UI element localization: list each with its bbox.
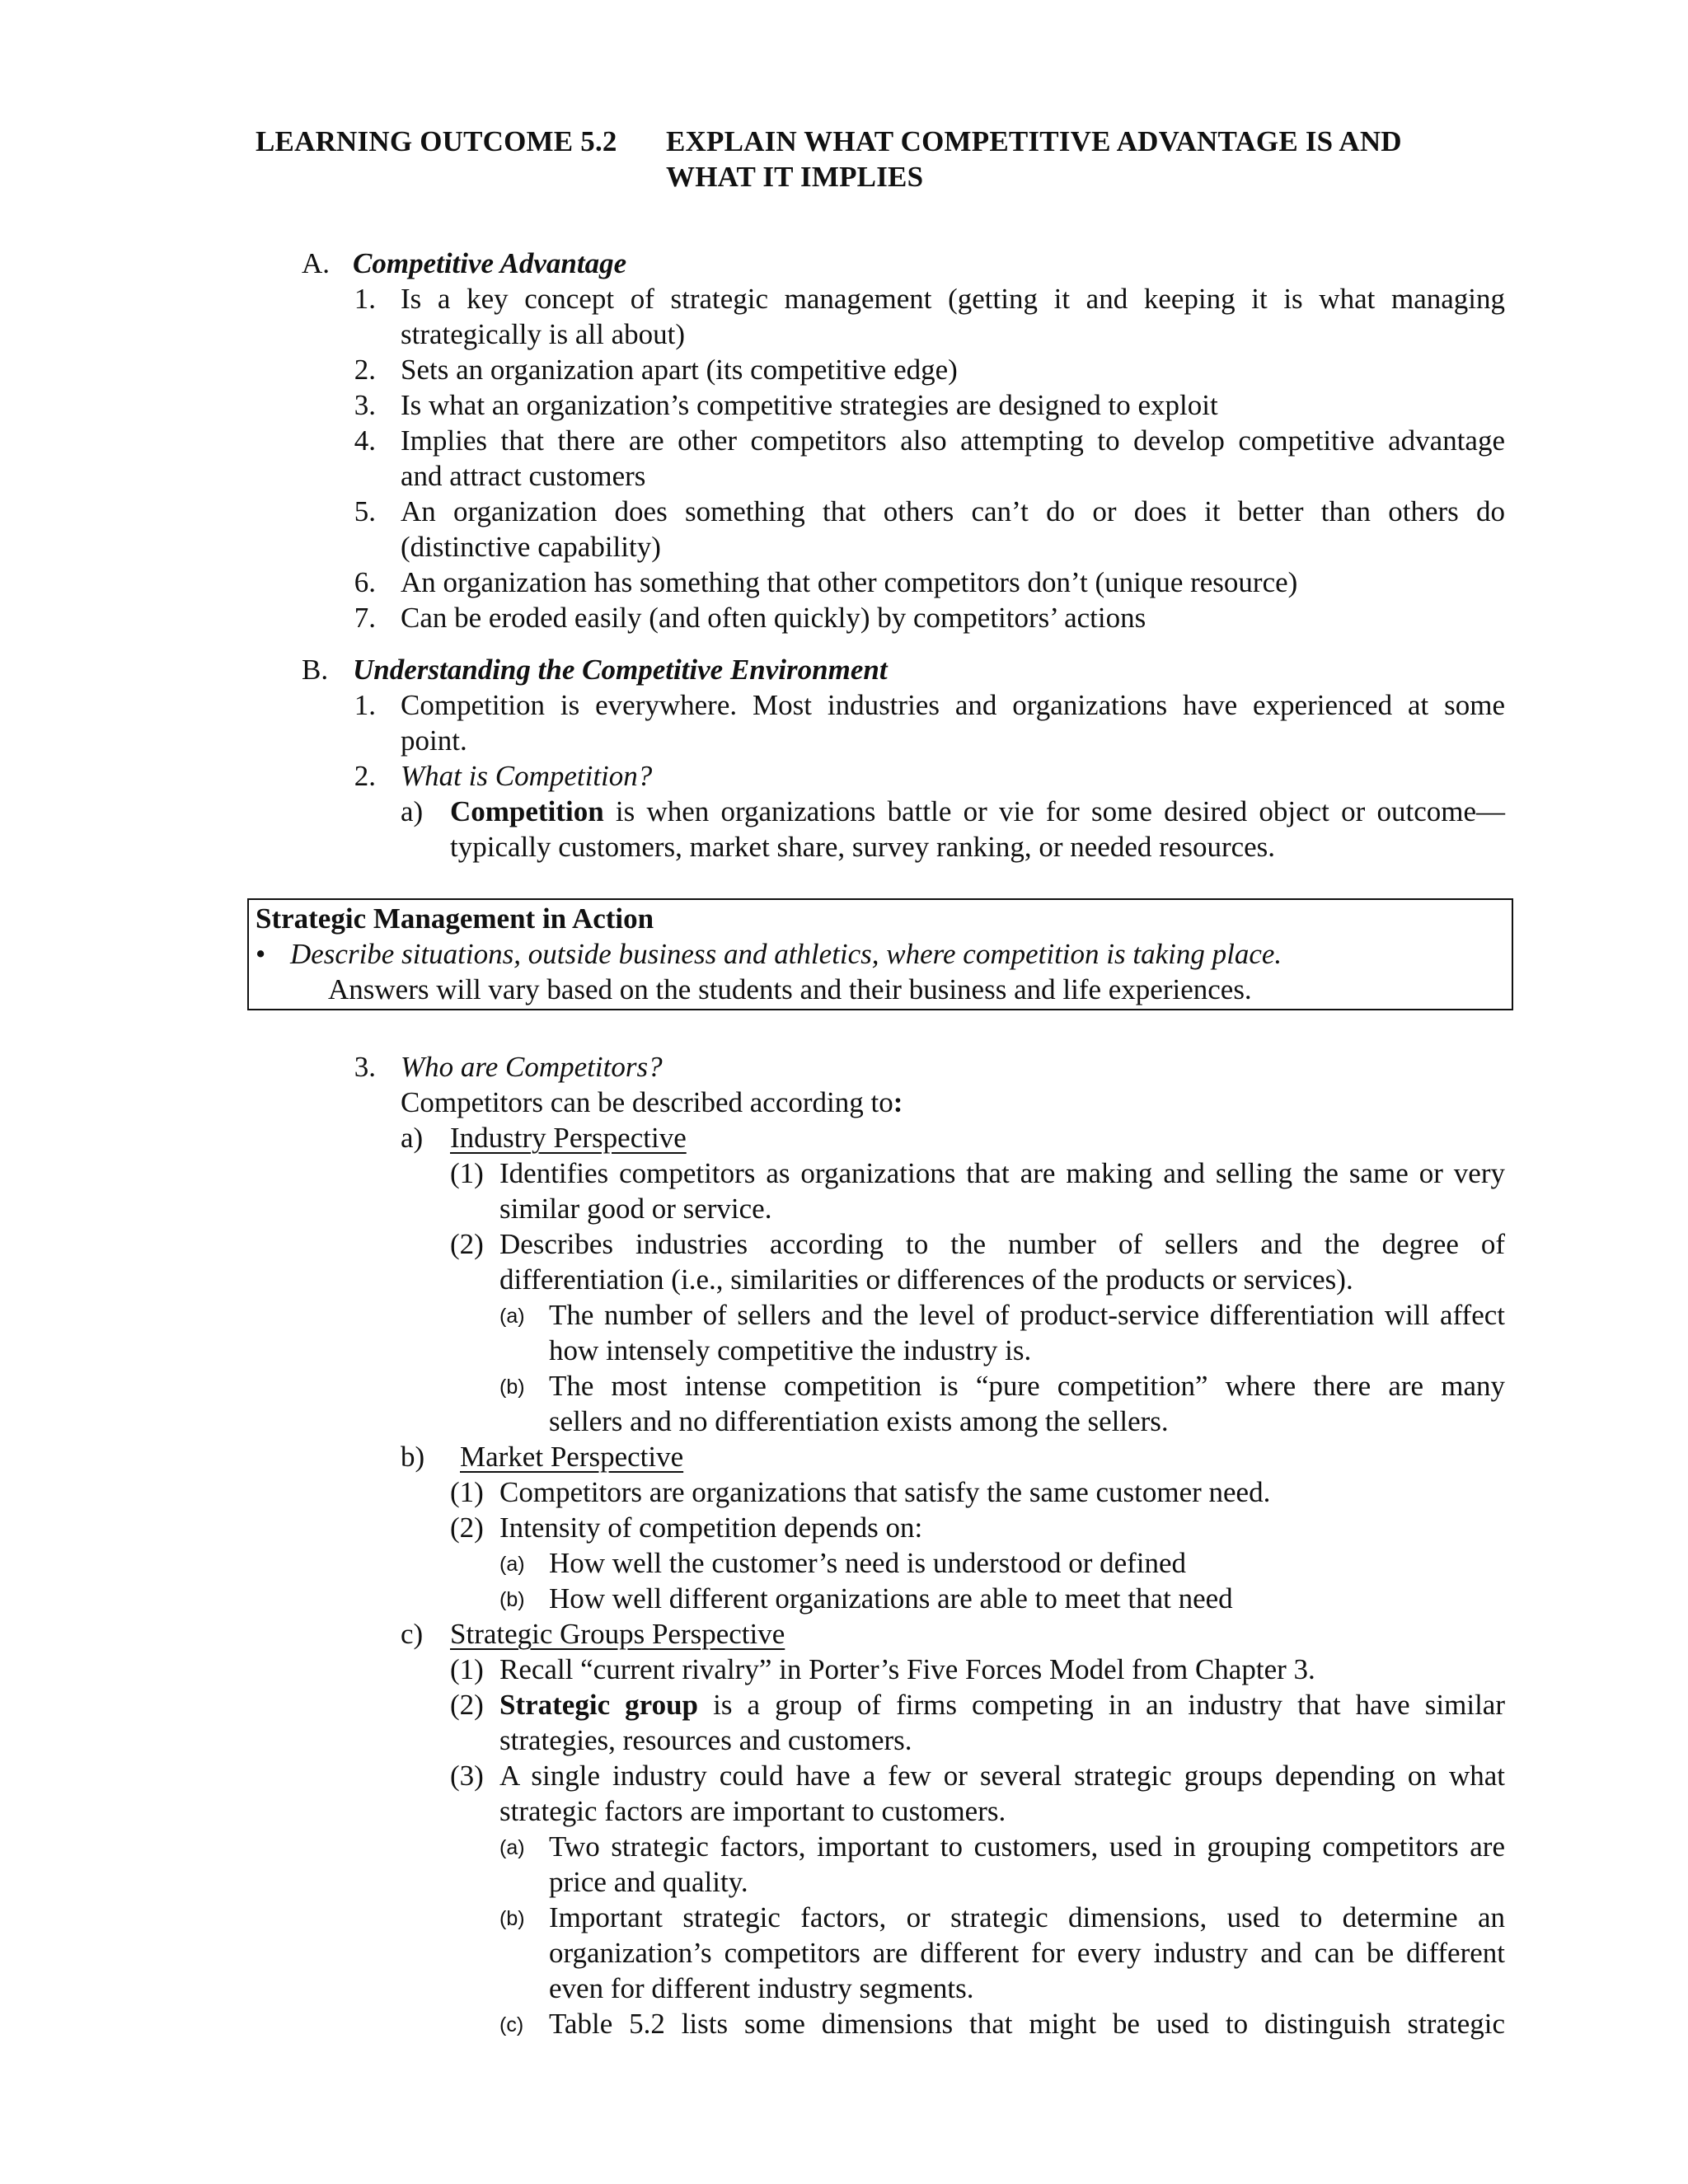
b-item-2-number: 2. xyxy=(354,760,376,792)
box-title: Strategic Management in Action xyxy=(256,902,654,935)
strategic-groups-marker: c) xyxy=(401,1618,424,1650)
box-answer: Answers will vary based on the students and their business and life experiences. xyxy=(328,973,1252,1005)
b-item-3-number: 3. xyxy=(354,1051,376,1083)
strategic-p1-number: (1) xyxy=(450,1653,484,1685)
a-item-4-number: 4. xyxy=(354,424,376,457)
section-a-marker: A. xyxy=(302,247,331,279)
market-perspective-title: Market Perspective xyxy=(460,1441,684,1473)
industry-p1-number: (1) xyxy=(450,1157,484,1189)
strategic-p1-text: Recall “current rivalry” in Porter’s Five Forces Model from Chapter 3. xyxy=(499,1653,1315,1685)
competitors-intro: Competitors can be described according to: xyxy=(401,1086,903,1118)
market-p2-text: Intensity of competition depends on: xyxy=(499,1511,923,1544)
industry-p2-number: (2) xyxy=(450,1228,484,1260)
a-item-5-number: 5. xyxy=(354,495,376,527)
box-bullet: • xyxy=(256,938,266,970)
competition-definition: Competition is when organizations battle or vie for some desired object or outcome— typically customers, market share, survey ranking, or needed resources. xyxy=(450,795,1505,863)
b-item-3-title: Who are Competitors? xyxy=(401,1051,663,1083)
a-item-6-text: An organization has something that other competitors don’t (unique resource) xyxy=(401,566,1298,598)
strategic-groups-title: Strategic Groups Perspective xyxy=(450,1618,785,1650)
a-item-2-text: Sets an organization apart (its competitive edge) xyxy=(401,354,958,386)
market-pa-text: How well the customer’s need is understood or defined xyxy=(549,1547,1187,1579)
industry-perspective-title: Industry Perspective xyxy=(450,1122,687,1154)
strategic-pb-marker: (b) xyxy=(499,1907,525,1930)
strategic-p2-number: (2) xyxy=(450,1689,484,1721)
learning-outcome-title-line1: EXPLAIN WHAT COMPETITIVE ADVANTAGE IS AND xyxy=(666,125,1402,157)
strategic-pa-text: Two strategic factors, important to customers, used in grouping competitors are price and quality. xyxy=(549,1830,1505,1898)
a-item-1-number: 1. xyxy=(354,283,376,315)
market-perspective-marker: b) xyxy=(401,1441,425,1473)
market-p1-number: (1) xyxy=(450,1476,484,1508)
strategic-pa-marker: (a) xyxy=(499,1836,525,1859)
a-item-6-number: 6. xyxy=(354,566,376,598)
market-p1-text: Competitors are organizations that satisfy the same customer need. xyxy=(499,1476,1271,1508)
strategic-pc-marker: (c) xyxy=(499,2013,524,2036)
strategic-p2-text: Strategic group is a group of firms competing in an industry that have similar strategies, resources and customers. xyxy=(499,1689,1505,1756)
b-item-2-title: What is Competition? xyxy=(401,760,653,792)
a-item-4-text: Implies that there are other competitors also attempting to develop competitive advantage and attract customers xyxy=(401,424,1505,492)
section-b-marker: B. xyxy=(302,654,329,686)
strategic-p3-text: A single industry could have a few or several strategic groups depending on what strategic factors are important to customers. xyxy=(499,1760,1505,1827)
learning-outcome-title-line2: WHAT IT IMPLIES xyxy=(666,161,924,193)
b-def-marker: a) xyxy=(401,795,424,827)
b-item-1-number: 1. xyxy=(354,689,376,721)
industry-pa-text: The number of sellers and the level of product-service differentiation will affect how intensely competitive the industry is. xyxy=(549,1299,1505,1366)
strategic-p3-number: (3) xyxy=(450,1760,484,1792)
a-item-3-text: Is what an organization’s competitive strategies are designed to exploit xyxy=(401,389,1218,421)
b-item-1-text: Competition is everywhere. Most industries and organizations have experienced at some point. xyxy=(401,689,1505,757)
industry-p1-text: Identifies competitors as organizations that are making and selling the same or very similar good or service. xyxy=(499,1157,1505,1225)
market-p2-number: (2) xyxy=(450,1511,484,1544)
section-a-title: Competitive Advantage xyxy=(353,247,627,279)
industry-perspective-marker: a) xyxy=(401,1122,424,1154)
industry-p2-text: Describes industries according to the number of sellers and the degree of differentiation (i.e., similarities or differences of the products or services). xyxy=(499,1228,1505,1296)
box-question: Describe situations, outside business and athletics, where competition is taking place. xyxy=(290,938,1282,970)
a-item-5-text: An organization does something that others can’t do or does it better than others do (distinctive capability) xyxy=(401,495,1505,563)
strategic-pc-text: Table 5.2 lists some dimensions that might be used to distinguish strategic xyxy=(549,2008,1505,2040)
a-item-1-text: Is a key concept of strategic management (getting it and keeping it is what managing strategically is all about) xyxy=(401,283,1505,350)
industry-pb-text: The most intense competition is “pure competition” where there are many sellers and no differentiation exists among the sellers. xyxy=(549,1370,1505,1437)
market-pa-marker: (a) xyxy=(499,1553,525,1576)
a-item-3-number: 3. xyxy=(354,389,376,421)
market-pb-marker: (b) xyxy=(499,1588,525,1611)
a-item-7-text: Can be eroded easily (and often quickly) by competitors’ actions xyxy=(401,602,1146,634)
section-b-title: Understanding the Competitive Environment xyxy=(353,654,888,686)
industry-pa-marker: (a) xyxy=(499,1305,525,1328)
a-item-7-number: 7. xyxy=(354,602,376,634)
a-item-2-number: 2. xyxy=(354,354,376,386)
learning-outcome-label: LEARNING OUTCOME 5.2 xyxy=(256,125,617,157)
industry-pb-marker: (b) xyxy=(499,1376,525,1399)
market-pb-text: How well different organizations are able to meet that need xyxy=(549,1582,1233,1615)
strategic-pb-text: Important strategic factors, or strategic dimensions, used to determine an organization’s competitors are different for every industry and can be different even for different industry segments. xyxy=(549,1901,1505,2004)
